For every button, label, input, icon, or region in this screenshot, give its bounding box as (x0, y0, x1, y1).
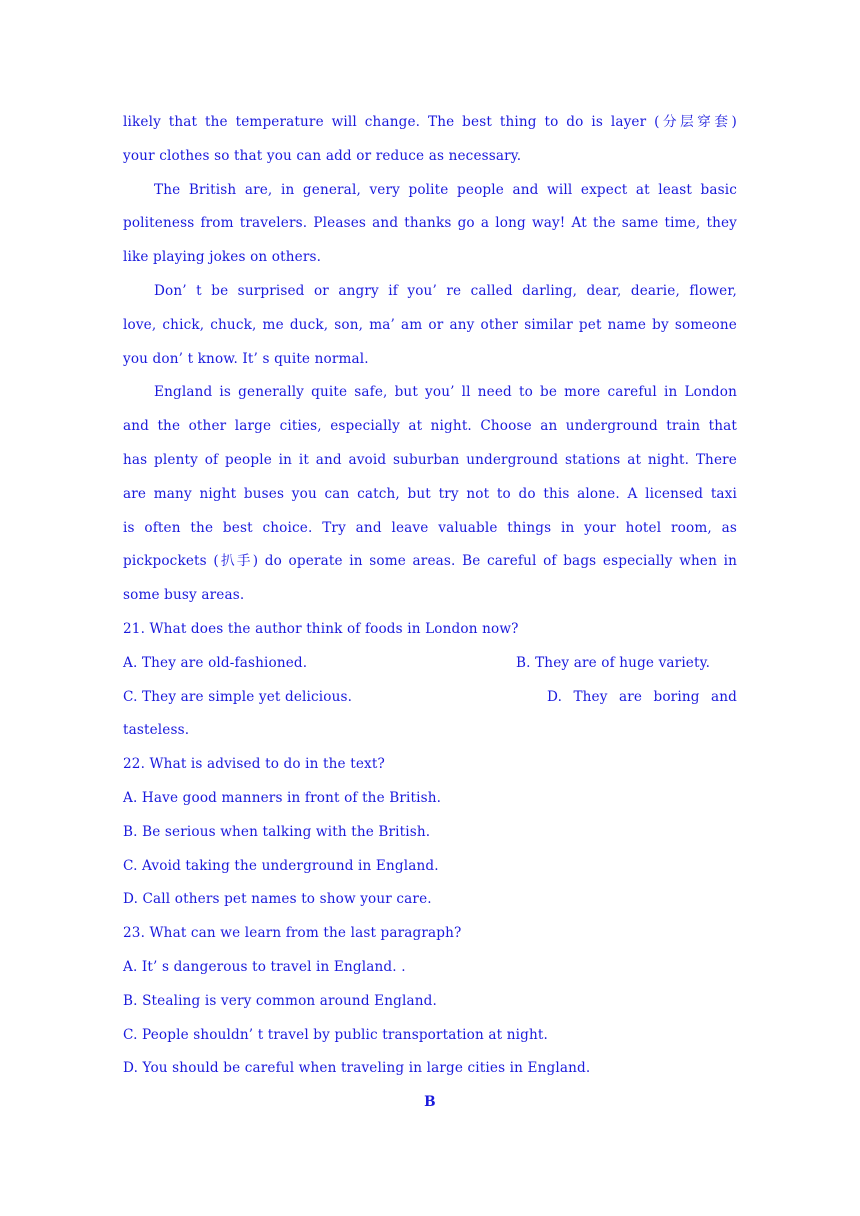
paragraph-line: pickpockets (扒手) do operate in some areas. Be careful of bags especially when in (123, 553, 737, 570)
question-stem: 22. What is advised to do in the text? (123, 756, 385, 773)
option-d: D. Call others pet names to show your care. (123, 891, 432, 908)
paragraph-line: has plenty of people in it and avoid suburban underground stations at night. There (123, 451, 737, 468)
paragraph-line: are many night buses you can catch, but try not to do this alone. A licensed taxi (123, 485, 737, 502)
option-c: C. They are simple yet delicious. (123, 688, 353, 705)
paragraph-line: and the other large cities, especially at night. Choose an underground train that (123, 418, 737, 435)
section-label: B (424, 1094, 436, 1111)
paragraph-line: likely that the temperature will change. The best thing to do is layer (分层穿套) (123, 114, 737, 130)
paragraph-line: you don’ t know. It’ s quite normal. (123, 350, 369, 367)
paragraph-line: The British are, in general, very polite people and will expect at least basic (154, 181, 737, 198)
question-stem: 23. What can we learn from the last paragraph? (123, 925, 462, 942)
option-d: D. You should be careful when traveling in large cities in England. (123, 1060, 591, 1077)
paragraph-line: some busy areas. (123, 587, 245, 604)
option-row (123, 681, 737, 715)
option-c: C. People shouldn’ t travel by public transportation at night. (123, 1026, 548, 1043)
paragraph-line: politeness from travelers. Pleases and thanks go a long way! At the same time, they (123, 215, 737, 232)
paragraph-line: like playing jokes on others. (123, 249, 322, 266)
document-page (123, 106, 737, 1120)
option-row (123, 647, 737, 681)
paragraph-line: your clothes so that you can add or reduce as necessary. (123, 147, 522, 164)
option-a: A. Have good manners in front of the British. (123, 789, 442, 806)
paragraph-line: is often the best choice. Try and leave valuable things in your hotel room, as (123, 519, 737, 536)
paragraph-line: Don’ t be surprised or angry if you’ re called darling, dear, dearie, flower, (154, 282, 737, 299)
option-d: D. They are boring and (547, 688, 737, 705)
option-c: C. Avoid taking the underground in England. (123, 857, 439, 874)
option-d-continuation: tasteless. (123, 722, 190, 739)
paragraph-line: love, chick, chuck, me duck, son, ma’ am or any other similar pet name by someone (123, 316, 737, 333)
option-a: A. They are old-fashioned. (123, 654, 308, 671)
option-b: B. Be serious when talking with the British. (123, 823, 431, 840)
option-b: B. They are of huge variety. (516, 654, 711, 671)
question-stem: 21. What does the author think of foods in London now? (123, 620, 519, 637)
option-b: B. Stealing is very common around England. (123, 992, 437, 1009)
option-a: A. It’ s dangerous to travel in England. . (123, 958, 406, 975)
paragraph-line: England is generally quite safe, but you’ ll need to be more careful in London (154, 384, 737, 401)
